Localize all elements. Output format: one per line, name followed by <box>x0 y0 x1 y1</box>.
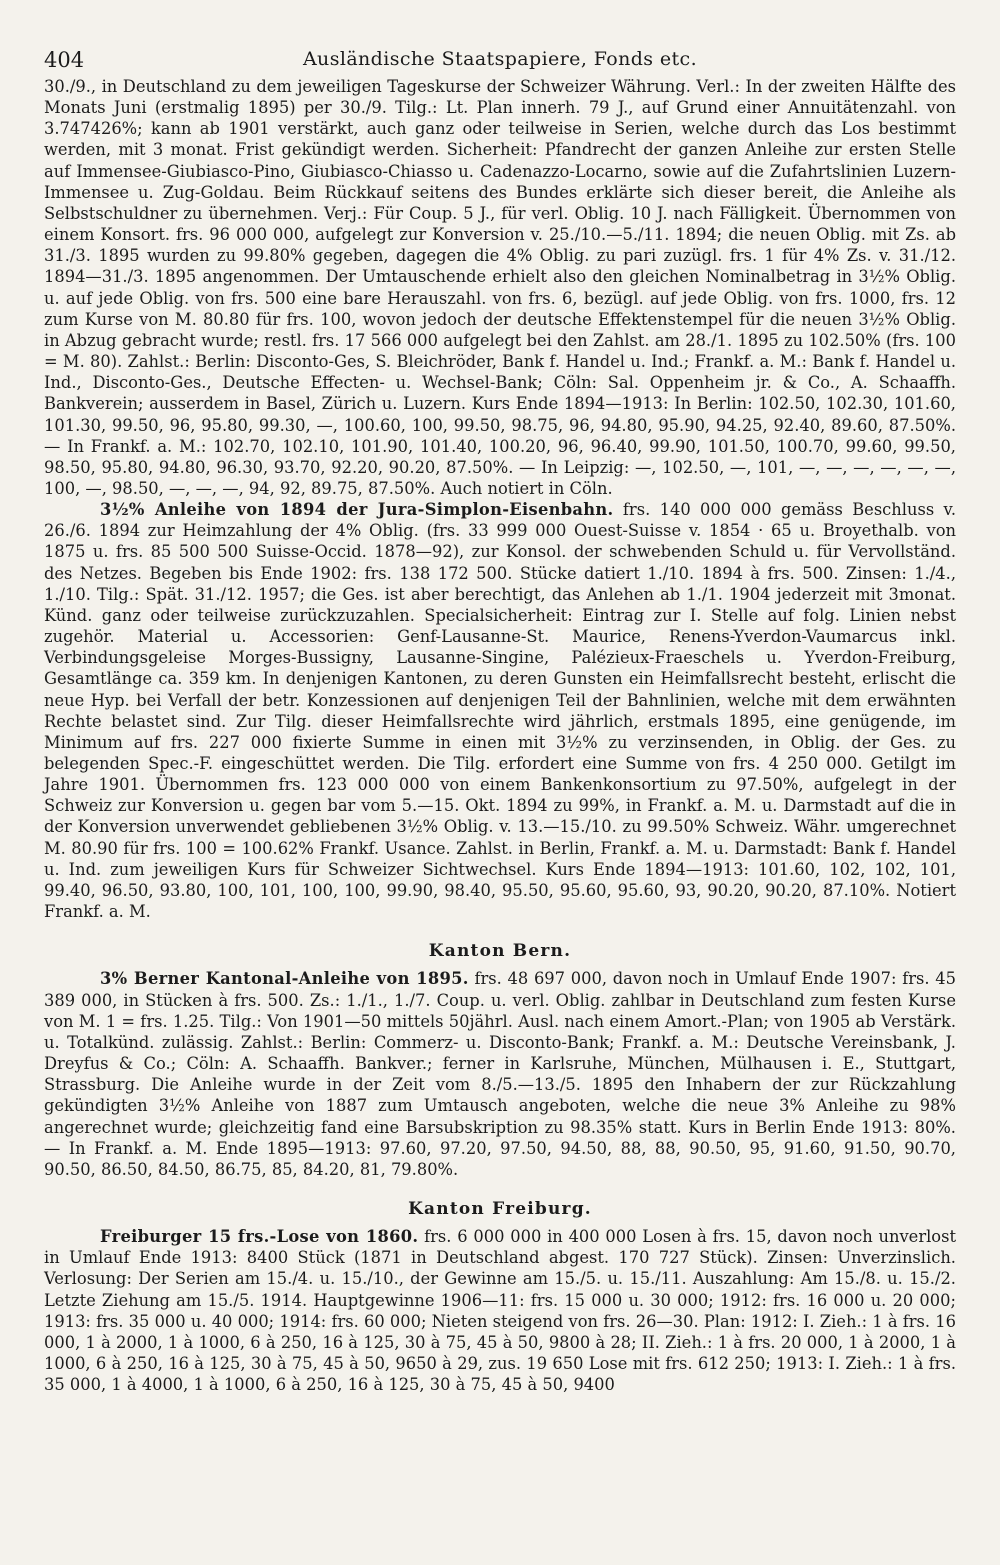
body-text <box>44 76 956 1395</box>
entry-title: 3% Berner Kantonal-Anleihe von 1895. <box>100 969 469 989</box>
paragraph-text: frs. 140 000 000 gemäss Beschluss v. 26./6. 1894 zur Heimzahlung der 4% Oblig. (frs. 33 999 000 Ouest-Suisse v. 1854 · 65 u. Broyethalb. von 1875 u. frs. 85 500 500 Suisse-Occid. 1878—92), zur Konsol. der schwebenden Schuld u. für Vervollständ. des Netzes. Begeben bis Ende 1902: frs. 138 172 500. Stücke datiert 1./10. 1894 à frs. 500. Zinsen: 1./4., 1./10. Tilg.: Spät. 31./12. 1957; die Ges. ist aber berechtigt, das Anlehen ab 1./1. 1904 jederzeit mit 3monat. Künd. ganz oder teilweise zurückzuzahlen. Specialsicherheit: Eintrag zur I. Stelle auf folg. Linien nebst zugehör. Material u. Accessorien: Genf-Lausanne-St. Maurice, Renens-Yverdon-Vaumarcus inkl. Verbindungsgeleise Morges-Bussigny, Lausanne-Singine, Palézieux-Fraeschels u. Yverdon-Freiburg, Gesamtlänge ca. 359 km. In denjenigen Kantonen, zu deren Gunsten ein Heimfallsrecht besteht, erlischt die neue Hyp. bei Verfall der betr. Konzessionen auf denjenigen Teil der Bahnlinien, welche mit dem erwähnten Rechte belastet sind. Zur Tilg. dieser Heimfallsrechte wird jährlich, erstmals 1895, eine genügende, im Minimum auf frs. 227 000 fixierte Summe in einen mit 3½% zu verzinsenden, in Oblig. der Ges. zu belegenden Spec.-F. eingeschüttet werden. Die Tilg. erfordert eine Summe von frs. 4 250 000. Getilgt im Jahre 1901. Übernommen frs. 123 000 000 von einem Bankenkonsortium zu 97.50%, aufgelegt in der Schweiz zur Konversion u. gegen bar vom 5.—15. Okt. 1894 zu 99%, in Frankf. a. M. u. Darmstadt auf die in der Konversion unverwendet gebliebenen 3½% Oblig. v. 13.—15./10. zu 99.50% Schweiz. Währ. umgerechnet M. 80.90 für frs. 100 = 100.62% Frankf. Usance. Zahlst. in Berlin, Frankf. a. M. u. Darmstadt: Bank f. Handel u. Ind. zum jeweiligen Kurs für Schweizer Sichtwechsel. Kurs Ende 1894—1913: 101.60, 102, 102, 101, 99.40, 96.50, 93.80, 100, 101, 100, 100, 99.90, 98.40, 95.50, 95.60, 95.60, 93, 90.20, 90.20, 87.10%. Notiert Frankf. a. M. <box>44 500 956 922</box>
paragraph-freiburger-lose <box>44 1226 956 1395</box>
paragraph-text: 30./9., in Deutschland zu dem jeweiligen Tageskurse der Schweizer Währung. Verl.: In der zweiten Hälfte des Monats Juni (erstmalig 1895) per 30./9. Tilg.: Lt. Plan innerh. 79 J., auf Grund einer Annuitätenzahl. von 3.747426%; kann ab 1901 verstärkt, auch ganz oder teilweise in Serien, welche durch das Los bestimmt werden, mit 3 monat. Frist gekündigt werden. Sicherheit: Pfandrecht der ganzen Anleihe zur ersten Stelle auf Immensee-Giubiasco-Pino, Giubiasco-Chiasso u. Cadenazzo-Locarno, sowie auf die Zufahrtslinien Luzern-Immensee u. Zug-Goldau. Beim Rückkauf seitens des Bundes erklärte sich dieser bereit, die Anleihe als Selbstschuldner zu übernehmen. Verj.: Für Coup. 5 J., für verl. Oblig. 10 J. nach Fälligkeit. Übernommen von einem Konsort. frs. 96 000 000, aufgelegt zur Konversion v. 25./10.—5./11. 1894; die neuen Oblig. mit Zs. ab 31./3. 1895 wurden zu 99.80% gegeben, dagegen die 4% Oblig. zu pari zuzügl. frs. 1 für 4% Zs. v. 31./12. 1894—31./3. 1895 angenommen. Der Umtauschende erhielt also den gleichen Nominalbetrag in 3½% Oblig. u. auf jede Oblig. von frs. 500 eine bare Herauszahl. von frs. 6, bezügl. auf jede Oblig. von frs. 1000, frs. 12 zum Kurse von M. 80.80 für frs. 100, wovon jedoch der deutsche Effektenstempel für die neuen 3½% Oblig. in Abzug gebracht wurde; restl. frs. 17 566 000 aufgelegt bei den Zahlst. am 28./1. 1895 zu 102.50% (frs. 100 = M. 80). Zahlst.: Berlin: Disconto-Ges, S. Bleichröder, Bank f. Handel u. Ind.; Frankf. a. M.: Bank f. Handel u. Ind., Disconto-Ges., Deutsche Effecten- u. Wechsel-Bank; Cöln: Sal. Oppenheim jr. & Co., A. Schaaffh. Bankverein; ausserdem in Basel, Zürich u. Luzern. Kurs Ende 1894—1913: In Berlin: 102.50, 102.30, 101.60, 101.30, 99.50, 96, 95.80, 99.30, —, 100.60, 100, 99.50, 98.75, 96, 94.80, 95.90, 94.25, 92.40, 89.60, 87.50%. — In Frankf. a. M.: 102.70, 102.10, 101.90, 101.40, 100.20, 96, 96.40, 99.90, 101.50, 100.70, 99.60, 99.50, 98.50, 95.80, 94.80, 96.30, 93.70, 92.20, 90.20, 87.50%. — In Leipzig: —, 102.50, —, 101, —, —, —, —, —, —, 100, —, 98.50, —, —, —, 94, 92, 89.75, 87.50%. Auch notiert in Cöln. <box>44 77 956 498</box>
paragraph-berner-anleihe <box>44 968 956 1180</box>
paragraph-text: frs. 6 000 000 in 400 000 Losen à frs. 15, davon noch unverlost in Umlauf Ende 1913: 8400 Stück (1871 in Deutschland abgest. 170 727 Stück). Zinsen: Unverzinslich. Verlosung: Der Serien am 15./4. u. 15./10., der Gewinne am 15./5. u. 15./11. Auszahlung: Am 15./8. u. 15./2. Letzte Ziehung am 15./5. 1914. Hauptgewinne 1906—11: frs. 15 000 u. 30 000; 1912: frs. 16 000 u. 20 000; 1913: frs. 35 000 u. 40 000; 1914: frs. 60 000; Nieten steigend von frs. 26—30. Plan: 1912: I. Zieh.: 1 à frs. 16 000, 1 à 2000, 1 à 1000, 6 à 250, 16 à 125, 30 à 75, 45 à 50, 9800 à 28; II. Zieh.: 1 à frs. 20 000, 1 à 2000, 1 à 1000, 6 à 250, 16 à 125, 30 à 75, 45 à 50, 9650 à 29, zus. 19 650 Lose mit frs. 612 250; 1913: I. Zieh.: 1 à frs. 35 000, 1 à 4000, 1 à 1000, 6 à 250, 16 à 125, 30 à 75, 45 à 50, 9400 <box>44 1227 957 1395</box>
section-heading-kanton-freiburg: Kanton Freiburg. <box>408 1198 592 1219</box>
running-head: Ausländische Staatspapiere, Fonds etc. <box>302 48 698 70</box>
page <box>44 40 956 1395</box>
page-number: 404 <box>44 48 85 72</box>
page-header <box>44 40 956 76</box>
paragraph-jura-simplon <box>44 499 956 922</box>
paragraph-gotthard-terms <box>44 76 956 499</box>
paragraph-text: frs. 48 697 000, davon noch in Umlauf Ende 1907: frs. 45 389 000, in Stücken à frs. 500. Zs.: 1./1., 1./7. Coup. u. verl. Oblig. zahlbar in Deutschland zum festen Kurse von M. 1 = frs. 1.25. Tilg.: Von 1901—50 mittels 50jährl. Ausl. nach einem Amort.-Plan; von 1905 ab Verstärk. u. Totalkünd. zulässig. Zahlst.: Berlin: Commerz- u. Disconto-Bank; Frankf. a. M.: Deutsche Vereinsbank, J. Dreyfus & Co.; Cöln: A. Schaaffh. Bankver.; ferner in Karlsruhe, München, Mülhausen i. E., Stuttgart, Strassburg. Die Anleihe wurde in der Zeit vom 8./5.—13./5. 1895 den Inhabern der zur Rückzahlung gekündigten 3½% Anleihe von 1887 zum Umtausch angeboten, welche die neue 3% Anleihe zu 98% angerechnet wurde; gleichzeitig fand eine Barsubskription zu 98.35% statt. Kurs in Berlin Ende 1913: 80%. — In Frankf. a. M. Ende 1895—1913: 97.60, 97.20, 97.50, 94.50, 88, 88, 90.50, 95, 91.60, 91.50, 90.70, 90.50, 86.50, 84.50, 86.75, 85, 84.20, 81, 79.80%. <box>44 969 956 1179</box>
entry-title: 3½% Anleihe von 1894 der Jura-Simplon-Eisenbahn. <box>100 500 614 520</box>
entry-title: Freiburger 15 frs.-Lose von 1860. <box>100 1227 419 1247</box>
section-heading-kanton-bern: Kanton Bern. <box>428 941 572 962</box>
